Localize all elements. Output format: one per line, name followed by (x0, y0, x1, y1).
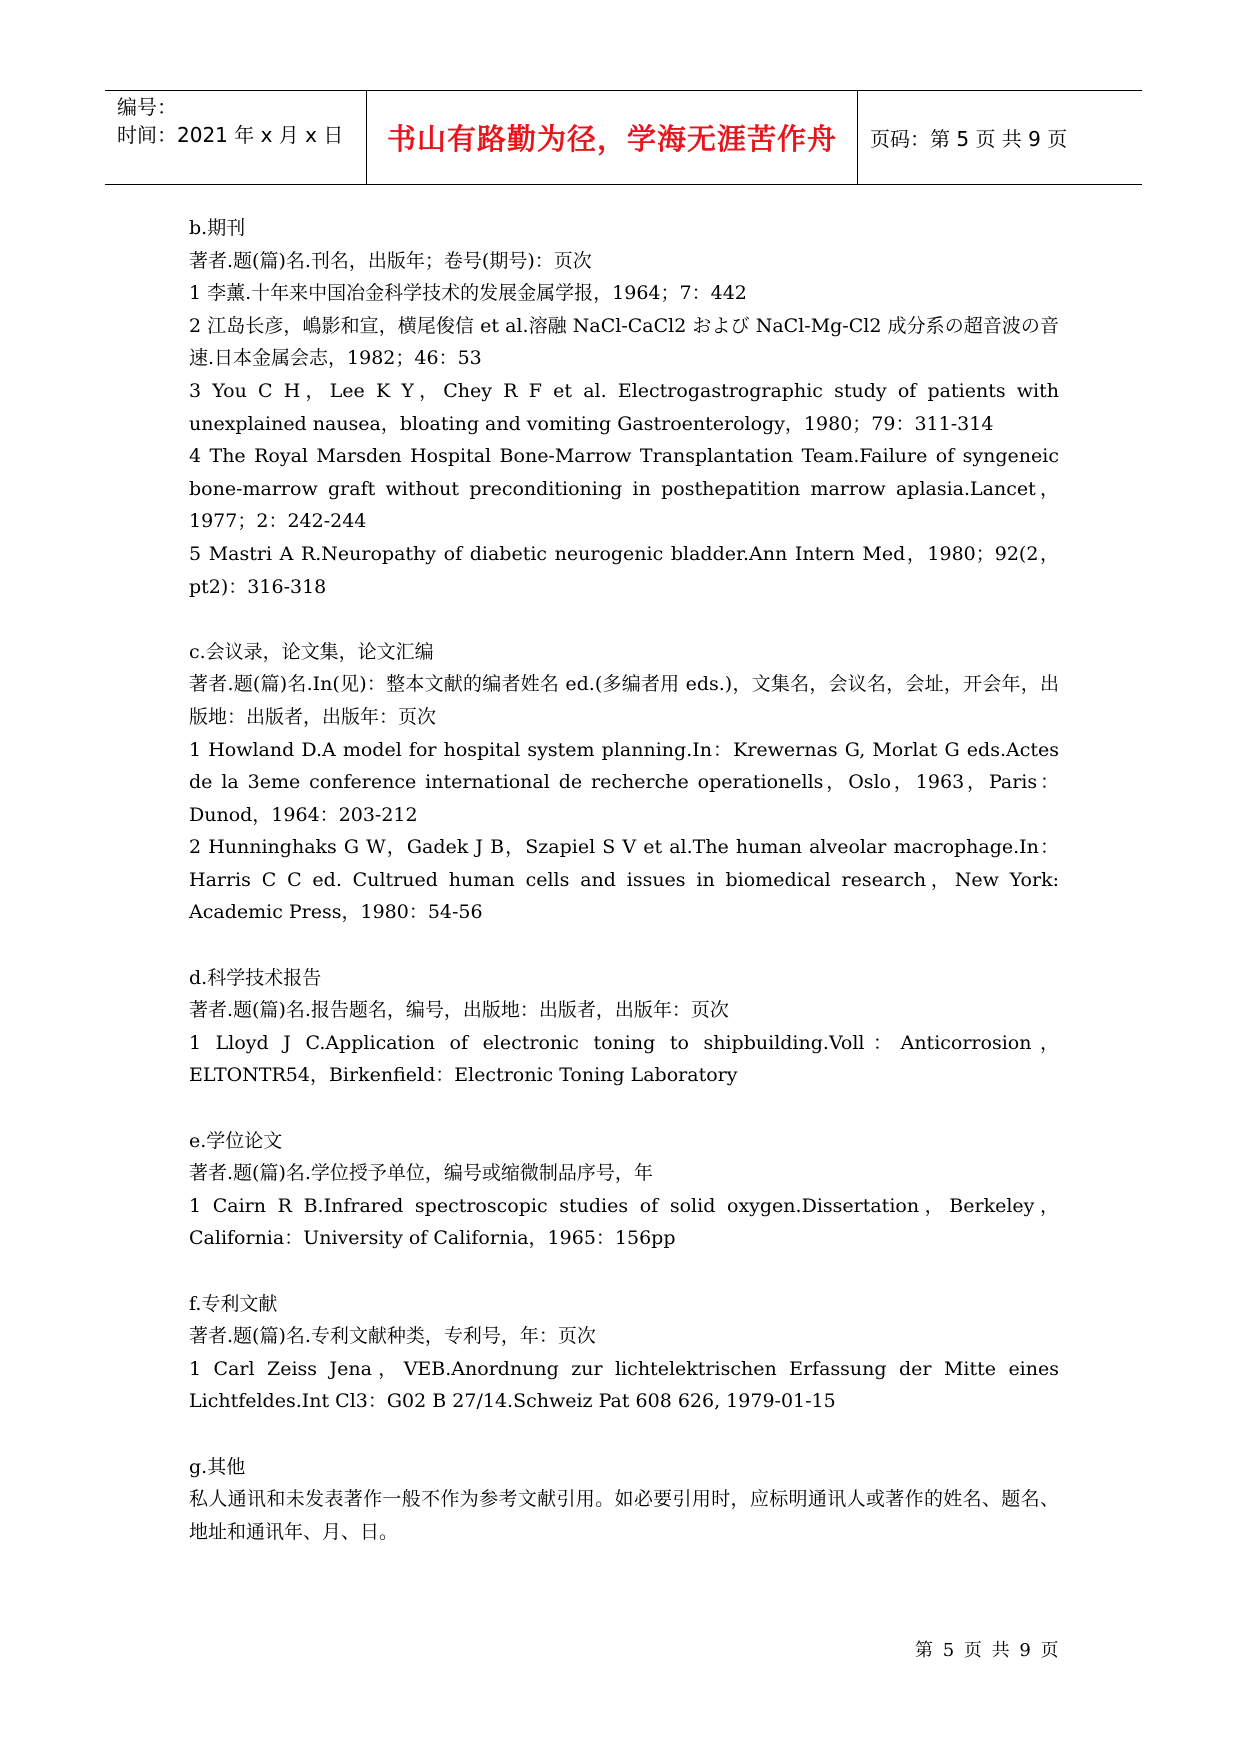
number-label: 编号： (117, 95, 177, 119)
section-format: 著者.题(篇)名.报告题名，编号，出版地：出版者，出版年：页次 (189, 999, 729, 1022)
reference-item: 2 江岛长彦，嶋影和宣，横尾俊信 et al.溶融 NaCl-CaCl2 および NaCl-Mg-Cl2 成分系の超音波の音速.日本金属会志，1982；46：53 (189, 314, 1059, 370)
reference-item: 4 The Royal Marsden Hospital Bone-Marrow Transplantation Team.Failure of syngeneic bone-marrow graft without preconditioning in posthepatition marrow aplasia.Lancet，1977；2：242-244 (189, 445, 1059, 533)
motto-text: 书山有路勤为径，学海无涯苦作舟 (386, 122, 837, 156)
section-format: 著者.题(篇)名.专利文献种类，专利号，年：页次 (189, 1325, 596, 1348)
section-other (189, 1451, 1059, 1549)
section-format: 著者.题(篇)名.学位授予单位，编号或缩微制品序号，年 (189, 1162, 653, 1185)
page-footer: 第 5 页 共 9 页 (915, 1640, 1061, 1661)
motto-cell (367, 91, 858, 184)
section-proceedings (189, 636, 1059, 929)
reference-item: 私人通讯和未发表著作一般不作为参考文献引用。如必要引用时，应标明通讯人或著作的姓名、题名、地址和通讯年、月、日。 (189, 1488, 1059, 1543)
section-format: 著者.题(篇)名.刊名，出版年；卷号(期号)：页次 (189, 249, 592, 272)
page-label: 页码：第 5 页 共 9 页 (870, 127, 1068, 151)
time-label: 时间：2021 年 x 月 x 日 (117, 123, 344, 147)
reference-item: 1 李薰.十年来中国冶金科学技术的发展金属学报，1964；7：442 (189, 282, 747, 305)
reference-item: 1 Cairn R B.Infrared spectroscopic studies of solid oxygen.Dissertation，Berkeley，California：University of California，1965：156pp (189, 1194, 1059, 1250)
section-format: 著者.题(篇)名.In(见)：整本文献的编者姓名 ed.(多编者用 eds.)，文集名，会议名，会址，开会年，出版地：出版者，出版年：页次 (189, 673, 1059, 728)
section-patent (189, 1288, 1059, 1418)
section-title: b.期刊 (189, 217, 246, 239)
reference-item: 5 Mastri A R.Neuropathy of diabetic neurogenic bladder.Ann Intern Med，1980；92(2，pt2)：316-318 (189, 542, 1059, 598)
section-title: d.科学技术报告 (189, 966, 322, 989)
section-report (189, 962, 1059, 1092)
section-title: c.会议录，论文集，论文汇编 (189, 640, 434, 663)
section-thesis (189, 1125, 1059, 1255)
page-label-cell (858, 91, 1142, 184)
reference-item: 1 Carl Zeiss Jena，VEB.Anordnung zur lichtelektrischen Erfassung der Mitte eines Lichtfeldes.Int Cl3：G02 B 27/14.Schweiz Pat 608 626, 1979-01-15 (189, 1357, 1059, 1413)
page-header (105, 90, 1142, 185)
reference-item: 1 Lloyd J C.Application of electronic toning to shipbuilding.Voll：Anticorrosion，ELTONTR54，Birkenfield：Electronic Toning Laboratory (189, 1031, 1059, 1087)
reference-item: 1 Howland D.A model for hospital system planning.In：Krewernas G, Morlat G eds.Actes de la 3eme conference international de recherche operationells，Oslo，1963，Paris：Dunod，1964：203-212 (189, 738, 1059, 826)
reference-item: 3 You C H，Lee K Y，Chey R F et al. Electrogastrographic study of patients with unexplained nausea，bloating and vomiting Gastroenterology，1980；79：311-314 (189, 379, 1059, 435)
document-body (189, 212, 1059, 1581)
header-info-cell (105, 91, 367, 184)
reference-item: 2 Hunninghaks G W，Gadek J B，Szapiel S V et al.The human alveolar macrophage.In：Harris C C ed. Cultrued human cells and issues in biomedical research，New York: Academic Press，1980：54-56 (189, 836, 1059, 924)
section-title: f.专利文献 (189, 1292, 278, 1315)
section-journal (189, 212, 1059, 603)
section-title: g.其他 (189, 1455, 246, 1478)
section-title: e.学位论文 (189, 1129, 283, 1152)
